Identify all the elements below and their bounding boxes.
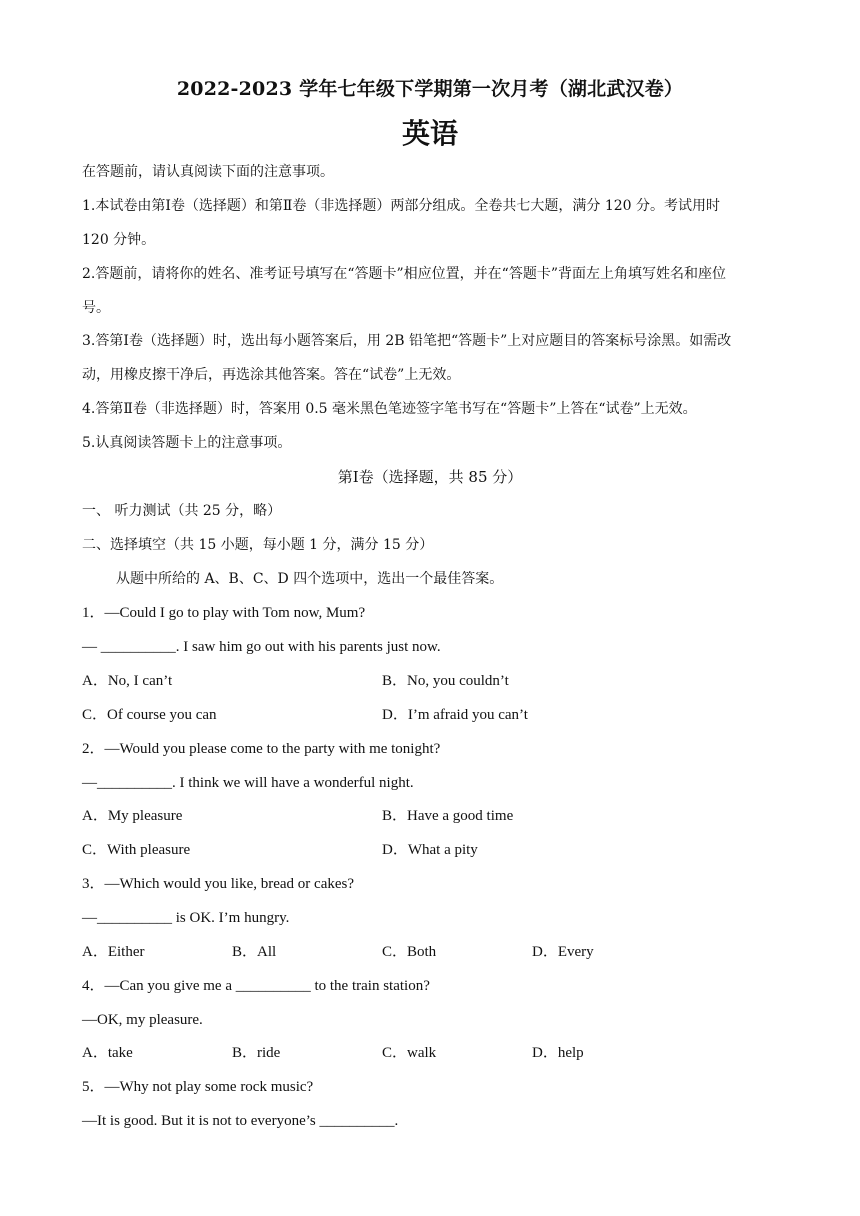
notice-line: 1.本试卷由第Ⅰ卷（选择题）和第Ⅱ卷（非选择题）两部分组成。全卷共七大题，满分 120 分。考试用时 [82,198,721,214]
notice-line: 4.答第Ⅱ卷（非选择题）时，答案用 0.5 毫米黑色笔迹签字笔书写在“答题卡”上答在“试卷”上无效。 [82,401,697,417]
option-b: B．No, you couldn’t [382,673,509,689]
notice-intro: 在答题前，请认真阅读下面的注意事项。 [82,164,334,180]
question-stem: 1．—Could I go to play with Tom now, Mum? [82,605,366,621]
notice-line: 5.认真阅读答题卡上的注意事项。 [82,435,292,451]
question-response: —OK, my pleasure. [82,1012,203,1028]
option-d: D．Every [532,944,594,960]
question-response: — __________. I saw him go out with his parents just now. [82,639,441,655]
part-heading: 第Ⅰ卷（选择题，共 85 分） [337,468,523,486]
option-c: C．walk [382,1045,437,1061]
option-a: A．My pleasure [82,808,183,824]
question-stem: 4．—Can you give me a __________ to the train station? [82,978,430,994]
section-heading-listening: 一、 听力测试（共 25 分，略） [82,503,282,519]
option-d: D．help [532,1045,584,1061]
exam-title: 2022-2023 学年七年级下学期第一次月考（湖北武汉卷） [176,78,684,100]
question-stem: 5．—Why not play some rock music? [82,1079,314,1095]
option-c: C．With pleasure [82,842,191,858]
option-b: B．ride [232,1045,281,1061]
question-stem: 3．—Which would you like, bread or cakes? [82,876,354,892]
option-c: C．Both [382,944,437,960]
option-a: A．take [82,1045,133,1061]
option-b: B．Have a good time [382,808,514,824]
option-a: A．Either [82,944,145,960]
section-heading-choice: 二、选择填空（共 15 小题，每小题 1 分，满分 15 分） [82,537,434,553]
notice-line: 3.答第Ⅰ卷（选择题）时，选出每小题答案后，用 2B 铅笔把“答题卡”上对应题目的答案标号涂黑。如需改 [82,333,732,349]
subject-title: 英语 [401,117,458,150]
question-response: —__________. I think we will have a wonderful night. [82,775,414,791]
option-d: D．What a pity [382,842,478,858]
question-response: —It is good. But it is not to everyone’s __________. [82,1113,399,1129]
option-c: C．Of course you can [82,707,217,723]
notice-line: 2.答题前，请将你的姓名、准考证号填写在“答题卡”相应位置，并在“答题卡”背面左上角填写姓名和座位 [82,266,726,282]
option-d: D．I’m afraid you can’t [382,707,528,723]
notice-line: 120 分钟。 [82,232,156,248]
notice-line: 动，用橡皮擦干净后，再选涂其他答案。答在“试卷”上无效。 [82,367,461,383]
notice-line: 号。 [82,300,110,316]
option-b: B．All [232,944,277,960]
question-stem: 2．—Would you please come to the party with me tonight? [82,741,441,757]
option-a: A．No, I can’t [82,673,173,689]
section-instruction: 从题中所给的 A、B、C、D 四个选项中，选出一个最佳答案。 [116,571,504,587]
question-response: —__________ is OK. I’m hungry. [82,910,290,926]
